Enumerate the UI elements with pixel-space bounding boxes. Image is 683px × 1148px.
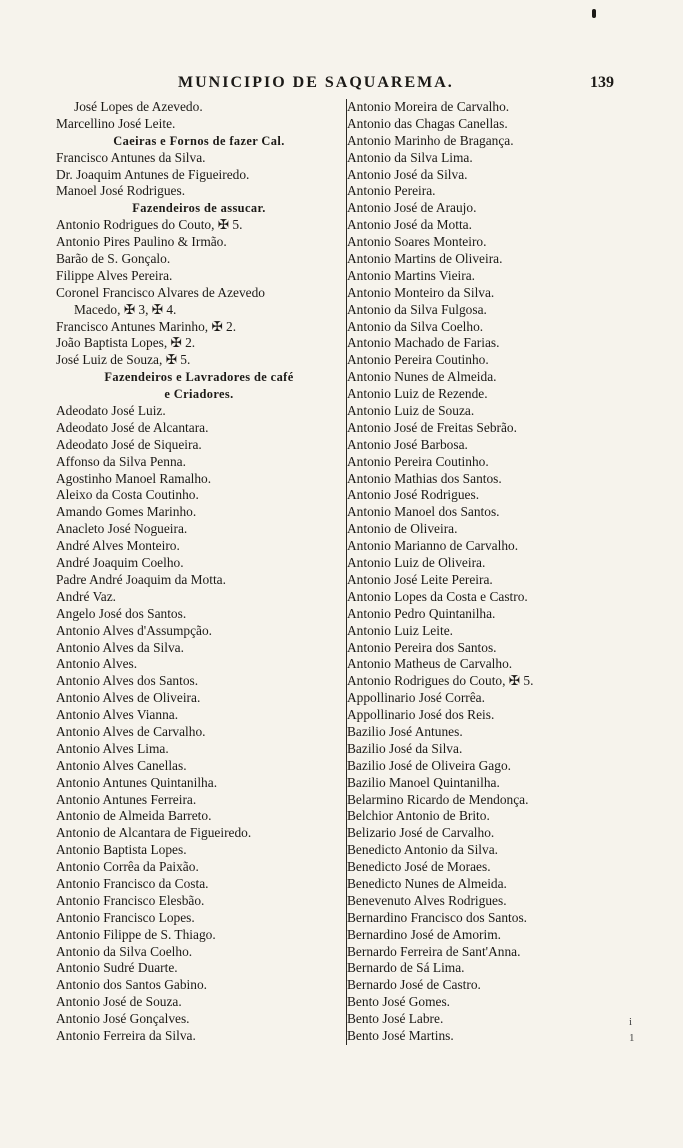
list-entry: Antonio Pereira. — [347, 183, 436, 199]
list-entry: Belchior Antonio de Brito. — [347, 808, 490, 824]
section-heading: e Criadores. — [164, 387, 234, 402]
list-entry: Antonio Pereira Coutinho. — [347, 352, 489, 368]
list-entry: Antonio José de Araujo. — [347, 200, 477, 216]
list-entry: Antonio Marianno de Carvalho. — [347, 538, 519, 554]
list-entry: Belarmino Ricardo de Mendonça. — [347, 791, 529, 807]
list-entry: Belizario José de Carvalho. — [347, 825, 495, 841]
page-number: 139 — [590, 74, 614, 91]
list-entry: Antonio José da Silva. — [347, 166, 468, 182]
list-entry: Antonio Alves dos Santos. — [56, 673, 199, 689]
list-entry: Antonio José Barbosa. — [347, 436, 468, 452]
list-entry: Antonio Luiz Leite. — [347, 622, 453, 638]
list-entry: André Joaquim Coelho. — [56, 555, 184, 571]
list-entry: Antonio Francisco Elesbão. — [56, 892, 205, 908]
list-entry: Antonio da Silva Coelho. — [347, 318, 484, 334]
list-entry: Antonio Luiz de Souza. — [347, 403, 475, 419]
list-entry: Padre André Joaquim da Motta. — [56, 571, 226, 587]
list-entry: Antonio Manoel dos Santos. — [347, 504, 500, 520]
list-entry: André Alves Monteiro. — [56, 538, 180, 554]
list-entry: Antonio Antunes Quintanilha. — [56, 774, 218, 790]
list-entry: Antonio José Leite Pereira. — [347, 571, 493, 587]
list-entry: Bento José Labre. — [347, 1011, 444, 1027]
list-entry: Antonio Alves Lima. — [56, 740, 169, 756]
list-entry: José Luiz de Souza, ✠ 5. — [56, 352, 191, 368]
list-entry: Antonio da Silva Fulgosa. — [347, 301, 487, 317]
list-entry: Adeodato José Luiz. — [56, 403, 166, 419]
list-entry: Barão de S. Gonçalo. — [56, 251, 171, 267]
list-entry: Antonio de Alcantara de Figueiredo. — [56, 825, 252, 841]
list-entry: Antonio Sudré Duarte. — [56, 960, 178, 976]
list-entry: Antonio da Silva Lima. — [347, 149, 473, 165]
list-entry: Antonio Antunes Ferreira. — [56, 791, 197, 807]
list-entry: Benevenuto Alves Rodrigues. — [347, 892, 507, 908]
list-entry: Antonio da Silva Coelho. — [56, 943, 193, 959]
page-header — [0, 66, 683, 96]
running-title: MUNICIPIO DE SAQUAREMA. — [178, 74, 454, 91]
list-entry: Antonio Machado de Farias. — [347, 335, 500, 351]
list-entry: Macedo, ✠ 3, ✠ 4. — [74, 301, 177, 317]
list-entry: Anacleto José Nogueira. — [56, 521, 188, 537]
list-entry: Francisco Antunes da Silva. — [56, 149, 206, 165]
list-entry: Antonio Alves. — [56, 656, 138, 672]
list-entry: Coronel Francisco Alvares de Azevedo — [56, 284, 265, 300]
list-entry: Antonio Alves de Oliveira. — [56, 690, 201, 706]
list-entry: Antonio de Almeida Barreto. — [56, 808, 212, 824]
list-entry: Adeodato José de Siqueira. — [56, 436, 202, 452]
margin-mark: i — [629, 1016, 633, 1028]
list-entry: Agostinho Manoel Ramalho. — [56, 470, 212, 486]
list-entry: Antonio Rodrigues do Couto, ✠ 5. — [56, 217, 243, 233]
list-entry: Antonio José de Souza. — [56, 994, 182, 1010]
list-entry: Benedicto José de Moraes. — [347, 859, 491, 875]
list-entry: Affonso da Silva Penna. — [56, 453, 186, 469]
list-entry: Amando Gomes Marinho. — [56, 504, 197, 520]
list-entry: Antonio Pereira dos Santos. — [347, 639, 497, 655]
list-entry: Marcellino José Leite. — [56, 115, 176, 131]
list-entry: Bernardo Ferreira de Sant'Anna. — [347, 943, 521, 959]
list-entry: Antonio José de Freitas Sebrão. — [347, 419, 517, 435]
margin-mark: 1 — [629, 1032, 635, 1044]
list-entry: Francisco Antunes Marinho, ✠ 2. — [56, 318, 237, 334]
list-entry: Bento José Gomes. — [347, 994, 451, 1010]
list-entry: Antonio Francisco da Costa. — [56, 875, 209, 891]
list-entry: Antonio Marinho de Bragança. — [347, 132, 514, 148]
list-entry: Benedicto Antonio da Silva. — [347, 842, 498, 858]
list-entry: Antonio Francisco Lopes. — [56, 909, 195, 925]
list-entry: João Baptista Lopes, ✠ 2. — [56, 335, 196, 351]
list-entry: Dr. Joaquim Antunes de Figueiredo. — [56, 166, 250, 182]
list-entry: Antonio Baptista Lopes. — [56, 842, 187, 858]
list-entry: Antonio Luiz de Oliveira. — [347, 555, 486, 571]
list-entry: Antonio Alves de Carvalho. — [56, 723, 206, 739]
list-entry: Antonio José Gonçalves. — [56, 1011, 190, 1027]
list-entry: Benedicto Nunes de Almeida. — [347, 875, 507, 891]
list-entry: Appollinario José Corrêa. — [347, 690, 485, 706]
list-entry: Antonio Moreira de Carvalho. — [347, 99, 510, 114]
list-entry: Bernardino Francisco dos Santos. — [347, 909, 528, 925]
list-entry: Antonio Alves d'Assumpção. — [56, 622, 213, 638]
right-column — [346, 99, 647, 1045]
list-entry: Bernardo de Sá Lima. — [347, 960, 465, 976]
list-entry: Antonio dos Santos Gabino. — [56, 977, 208, 993]
list-entry: Bernardo José de Castro. — [347, 977, 481, 993]
list-entry: Bazilio José da Silva. — [347, 740, 463, 756]
list-entry: Antonio José Rodrigues. — [347, 487, 480, 503]
list-entry: Antonio Filippe de S. Thiago. — [56, 926, 216, 942]
list-entry: Bazilio Manoel Quintanilha. — [347, 774, 500, 790]
list-entry: Antonio Matheus de Carvalho. — [347, 656, 513, 672]
list-entry: Antonio José da Motta. — [347, 217, 472, 233]
list-entry: André Vaz. — [56, 588, 116, 604]
list-entry: Antonio Rodrigues do Couto, ✠ 5. — [347, 673, 534, 689]
list-entry: Antonio de Oliveira. — [347, 521, 458, 537]
list-entry: Antonio Nunes de Almeida. — [347, 369, 497, 385]
list-entry: Adeodato José de Alcantara. — [56, 419, 209, 435]
list-entry: Bernardino José de Amorim. — [347, 926, 501, 942]
list-entry: Antonio Pereira Coutinho. — [347, 453, 489, 469]
list-entry: José Lopes de Azevedo. — [74, 99, 203, 114]
list-entry: Manoel José Rodrigues. — [56, 183, 186, 199]
list-entry: Bento José Martins. — [347, 1027, 454, 1043]
list-entry: Appollinario José dos Reis. — [347, 707, 495, 723]
section-heading: Caeiras e Fornos de fazer Cal. — [113, 133, 285, 148]
list-entry: Antonio Soares Monteiro. — [347, 234, 487, 250]
list-entry: Antonio Ferreira da Silva. — [56, 1027, 196, 1043]
list-entry: Filippe Alves Pereira. — [56, 267, 173, 283]
list-entry: Antonio Alves Vianna. — [56, 707, 179, 723]
list-entry: Antonio Alves Canellas. — [56, 757, 187, 773]
left-column — [56, 99, 342, 1045]
section-heading: Fazendeiros de assucar. — [132, 201, 266, 216]
list-entry: Antonio Pedro Quintanilha. — [347, 605, 496, 621]
list-entry: Antonio Luiz de Rezende. — [347, 386, 488, 402]
list-entry: Antonio Alves da Silva. — [56, 639, 184, 655]
section-heading: Fazendeiros e Lavradores de café — [104, 370, 294, 385]
list-entry: Bazilio José Antunes. — [347, 723, 463, 739]
list-entry: Antonio Martins de Oliveira. — [347, 251, 503, 267]
list-entry: Antonio Pires Paulino & Irmão. — [56, 234, 227, 250]
ink-mark — [592, 9, 596, 18]
list-entry: Antonio Martins Vieira. — [347, 267, 476, 283]
list-entry: Angelo José dos Santos. — [56, 605, 187, 621]
list-entry: Antonio Monteiro da Silva. — [347, 284, 495, 300]
list-entry: Antonio das Chagas Canellas. — [347, 115, 508, 131]
list-entry: Antonio Lopes da Costa e Castro. — [347, 588, 528, 604]
list-entry: Aleixo da Costa Coutinho. — [56, 487, 199, 503]
list-entry: Antonio Corrêa da Paixão. — [56, 859, 199, 875]
list-entry: Antonio Mathias dos Santos. — [347, 470, 502, 486]
list-entry: Bazilio José de Oliveira Gago. — [347, 757, 511, 773]
